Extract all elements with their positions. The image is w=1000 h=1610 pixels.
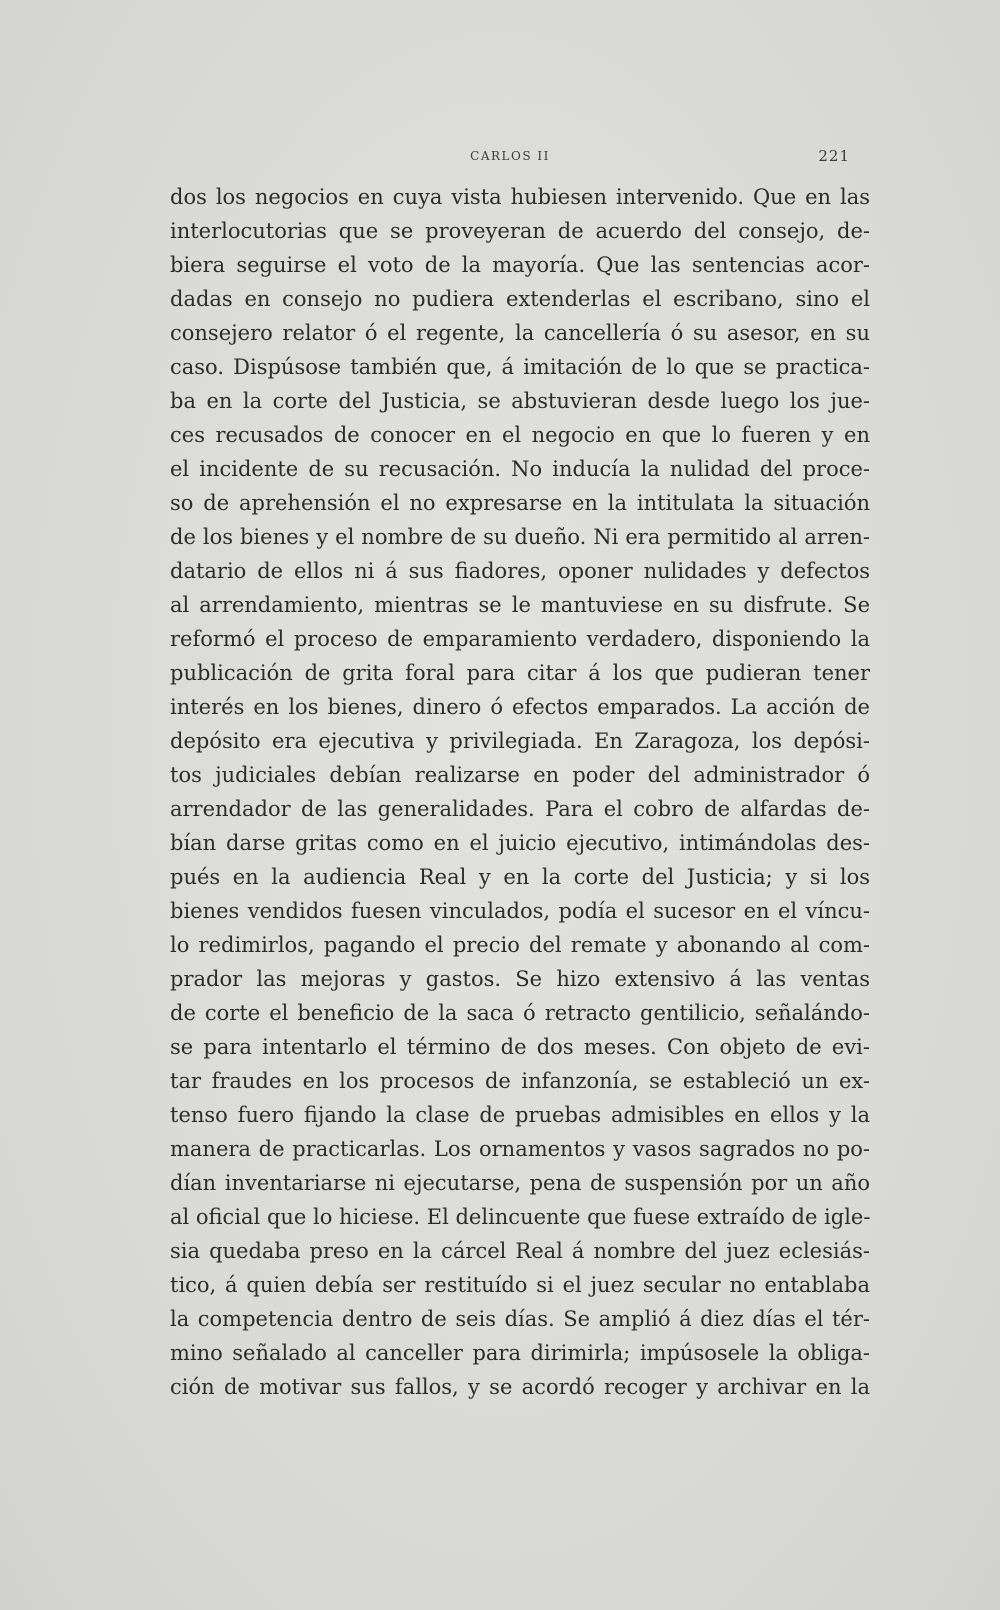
text-line: manera de practicarlas. Los ornamentos y vasos sagrados no po- — [170, 1137, 870, 1161]
text-line: prador las mejoras y gastos. Se hizo extensivo á las ventas — [170, 967, 870, 991]
body-text — [170, 180, 870, 1404]
text-line: bían darse gritas como en el juicio ejecutivo, intimándolas des- — [170, 831, 870, 855]
text-line: tenso fuero fijando la clase de pruebas admisibles en ellos y la — [170, 1103, 870, 1127]
text-line: mino señalado al canceller para dirimirla; impúsosele la obliga- — [170, 1341, 870, 1365]
text-line: dos los negocios en cuya vista hubiesen intervenido. Que en las — [170, 185, 870, 209]
text-line: interés en los bienes, dinero ó efectos emparados. La acción de — [170, 695, 870, 719]
text-line: publicación de grita foral para citar á los que pudieran tener — [170, 661, 870, 685]
running-head — [170, 149, 850, 169]
text-line: tico, á quien debía ser restituído si el juez secular no entablaba — [170, 1273, 870, 1297]
running-title: CARLOS II — [470, 149, 550, 163]
text-line: de corte el beneficio de la saca ó retracto gentilicio, señalándo- — [170, 1001, 870, 1025]
text-line: tos judiciales debían realizarse en poder del administrador ó — [170, 763, 870, 787]
text-line: dadas en consejo no pudiera extenderlas el escribano, sino el — [170, 287, 870, 311]
text-line: de los bienes y el nombre de su dueño. Ni era permitido al arren- — [170, 525, 870, 549]
text-line: pués en la audiencia Real y en la corte del Justicia; y si los — [170, 865, 870, 889]
text-line: depósito era ejecutiva y privilegiada. En Zaragoza, los depósi- — [170, 729, 870, 753]
text-line: reformó el proceso de emparamiento verdadero, disponiendo la — [170, 627, 870, 651]
text-line: biera seguirse el voto de la mayoría. Que las sentencias acor- — [170, 253, 870, 277]
text-line: al arrendamiento, mientras se le mantuviese en su disfrute. Se — [170, 593, 870, 617]
text-line: bienes vendidos fuesen vinculados, podía el sucesor en el víncu- — [170, 899, 870, 923]
text-line: dían inventariarse ni ejecutarse, pena de suspensión por un año — [170, 1171, 870, 1195]
text-line: interlocutorias que se proveyeran de acuerdo del consejo, de- — [170, 219, 870, 243]
text-line: consejero relator ó el regente, la cancellería ó su asesor, en su — [170, 321, 870, 345]
text-line: ces recusados de conocer en el negocio en que lo fueren y en — [170, 423, 870, 447]
text-line: ba en la corte del Justicia, se abstuvieran desde luego los jue- — [170, 389, 870, 413]
text-line: se para intentarlo el término de dos meses. Con objeto de evi- — [170, 1035, 870, 1059]
text-line: ción de motivar sus fallos, y se acordó recoger y archivar en la — [170, 1375, 870, 1399]
page-number: 221 — [818, 147, 850, 165]
text-line: lo redimirlos, pagando el precio del remate y abonando al com- — [170, 933, 870, 957]
text-line: so de aprehensión el no expresarse en la intitulata la situación — [170, 491, 870, 515]
text-line: arrendador de las generalidades. Para el cobro de alfardas de- — [170, 797, 870, 821]
text-line: al oficial que lo hiciese. El delincuente que fuese extraído de igle- — [170, 1205, 871, 1229]
text-line: datario de ellos ni á sus fiadores, oponer nulidades y defectos — [170, 559, 870, 583]
text-line: la competencia dentro de seis días. Se amplió á diez días el tér- — [170, 1307, 870, 1331]
text-line: tar fraudes en los procesos de infanzonía, se estableció un ex- — [170, 1069, 870, 1093]
text-line: sia quedaba preso en la cárcel Real á nombre del juez eclesiás- — [170, 1239, 870, 1263]
text-line: caso. Dispúsose también que, á imitación de lo que se practica- — [170, 355, 870, 379]
text-line: el incidente de su recusación. No inducía la nulidad del proce- — [170, 457, 870, 481]
